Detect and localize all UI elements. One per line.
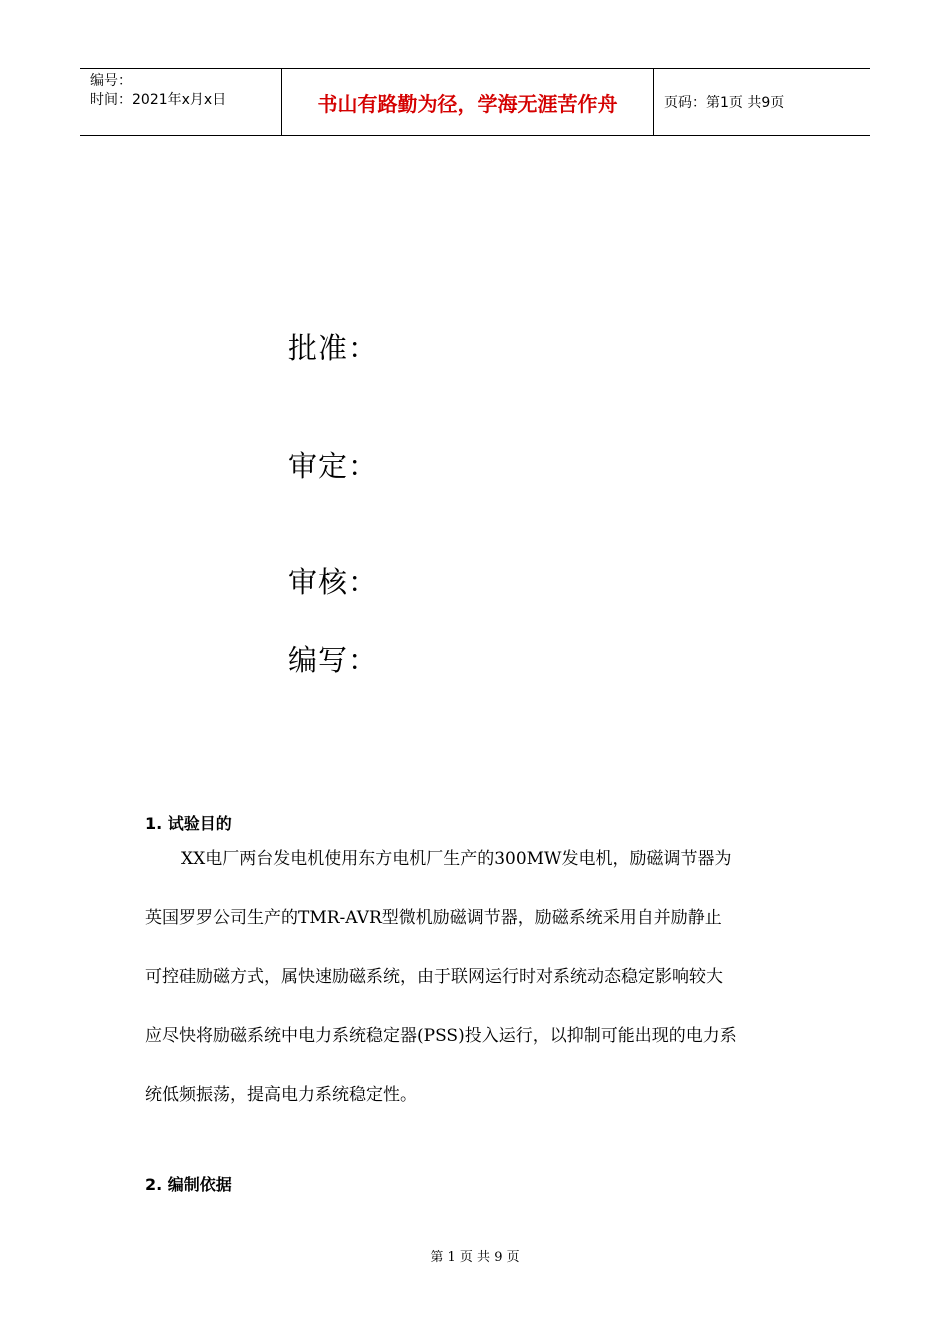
paragraph-line: 可控硅励磁方式，属快速励磁系统，由于联网运行时对系统动态稳定影响较大 xyxy=(145,967,723,987)
signature-review-final: 审定： xyxy=(288,449,379,483)
section-title: 1. 试验目的 xyxy=(145,814,232,833)
document-time-label: 时间：2021年x月x日 xyxy=(90,92,227,108)
section-paragraph xyxy=(145,845,810,1140)
paragraph-line: 英国罗罗公司生产的TMR-AVR型微机励磁调节器，励磁系统采用自并励静止 xyxy=(145,908,722,928)
page-footer: 第 1 页 共 9 页 xyxy=(430,1250,520,1265)
header-page-info: 页码：第1页 共9页 xyxy=(664,95,785,111)
paragraph-line: 统低频振荡，提高电力系统稳定性。 xyxy=(145,1085,417,1105)
header-motto: 书山有路勤为径，学海无涯苦作舟 xyxy=(281,69,654,135)
section-title: 2. 编制依据 xyxy=(145,1175,232,1194)
document-number-label: 编号： xyxy=(90,73,132,89)
header-meta-cell xyxy=(80,69,281,135)
paragraph-line: XX电厂两台发电机使用东方电机厂生产的300MW发电机，励磁调节器为 xyxy=(181,849,732,869)
signature-author: 编写： xyxy=(288,643,379,677)
page-header xyxy=(80,68,870,136)
signature-approve: 批准： xyxy=(288,331,379,365)
signature-audit: 审核： xyxy=(288,565,379,599)
paragraph-line: 应尽快将励磁系统中电力系统稳定器(PSS)投入运行，以抑制可能出现的电力系 xyxy=(145,1026,737,1046)
